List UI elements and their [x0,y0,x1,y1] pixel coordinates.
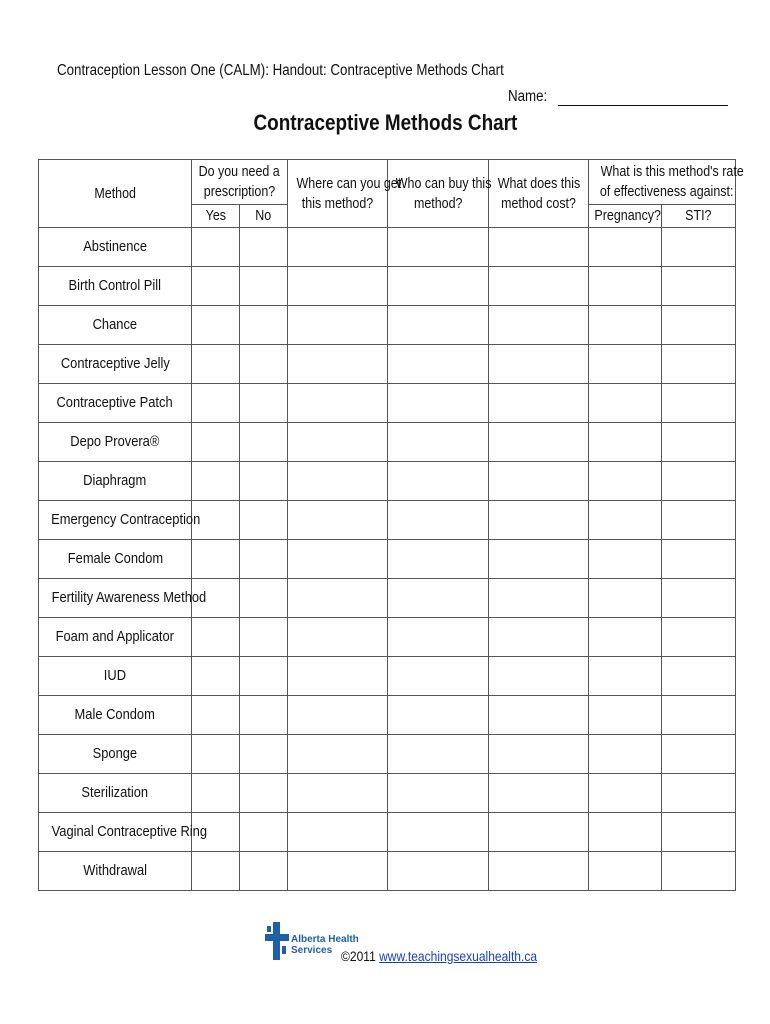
sti-rate-cell[interactable] [662,384,736,423]
prescription-yes-cell[interactable] [192,423,240,462]
prescription-yes-cell[interactable] [192,462,240,501]
method-name-cell: Male Condom [39,696,192,735]
method-name-cell: IUD [39,657,192,696]
prescription-no-cell[interactable] [240,657,288,696]
column-header-prescription: Do you need a prescription? [192,160,288,205]
who-cell[interactable] [388,579,489,618]
where-cell[interactable] [288,579,388,618]
name-blank-line[interactable] [558,89,728,106]
prescription-no-cell[interactable] [240,462,288,501]
pregnancy-rate-cell[interactable] [589,579,662,618]
method-name-cell: Sponge [39,735,192,774]
prescription-no-cell[interactable] [240,696,288,735]
sti-rate-cell[interactable] [662,345,736,384]
cost-cell[interactable] [489,540,589,579]
sti-rate-cell[interactable] [662,267,736,306]
who-cell[interactable] [388,696,489,735]
cost-cell[interactable] [489,345,589,384]
where-cell[interactable] [288,657,388,696]
website-link[interactable]: www.teachingsexualhealth.ca [379,948,538,964]
pregnancy-rate-cell[interactable] [589,735,662,774]
method-rows [39,228,736,891]
column-header-no: No [240,205,288,228]
prescription-yes-cell[interactable] [192,306,240,345]
table-row [39,384,736,423]
table-row [39,345,736,384]
table-row [39,618,736,657]
pregnancy-rate-cell[interactable] [589,813,662,852]
prescription-no-cell[interactable] [240,423,288,462]
pregnancy-rate-cell[interactable] [589,696,662,735]
method-name-cell: Chance [39,306,192,345]
cost-cell[interactable] [489,657,589,696]
page-title: Contraceptive Methods Chart [253,110,517,135]
who-cell[interactable] [388,852,489,891]
column-header-method: Method [39,160,192,228]
sti-rate-cell[interactable] [662,852,736,891]
table-row [39,813,736,852]
pregnancy-rate-cell[interactable] [589,384,662,423]
who-cell[interactable] [388,618,489,657]
table-row [39,540,736,579]
pregnancy-rate-cell[interactable] [589,423,662,462]
sti-rate-cell[interactable] [662,306,736,345]
prescription-yes-cell[interactable] [192,540,240,579]
where-cell[interactable] [288,540,388,579]
table-row [39,306,736,345]
who-cell[interactable] [388,423,489,462]
cost-cell[interactable] [489,579,589,618]
table-row [39,774,736,813]
cost-cell[interactable] [489,462,589,501]
where-cell[interactable] [288,462,388,501]
where-cell[interactable] [288,735,388,774]
sti-rate-cell[interactable] [662,657,736,696]
who-cell[interactable] [388,462,489,501]
method-name-cell: Depo Provera® [39,423,192,462]
prescription-yes-cell[interactable] [192,384,240,423]
pregnancy-rate-cell[interactable] [589,306,662,345]
where-cell[interactable] [288,306,388,345]
organization-name: Alberta Health Services [291,934,359,956]
document-subtitle: Contraception Lesson One (CALM): Handout: Contraceptive Methods Chart [57,62,504,79]
method-name-cell: Emergency Contraception [39,501,192,540]
alberta-health-services-logo-icon [265,922,289,960]
prescription-no-cell[interactable] [240,228,288,267]
table-row [39,735,736,774]
who-cell[interactable] [388,735,489,774]
method-name-cell: Vaginal Contraceptive Ring [39,813,192,852]
table-row [39,657,736,696]
cost-cell[interactable] [489,501,589,540]
prescription-yes-cell[interactable] [192,228,240,267]
sti-rate-cell[interactable] [662,540,736,579]
sti-rate-cell[interactable] [662,228,736,267]
column-header-who: Who can buy this method? [388,160,489,228]
table-row [39,228,736,267]
prescription-no-cell[interactable] [240,501,288,540]
cost-cell[interactable] [489,696,589,735]
method-name-cell: Withdrawal [39,852,192,891]
prescription-no-cell[interactable] [240,540,288,579]
who-cell[interactable] [388,306,489,345]
table-row [39,501,736,540]
footer [265,920,538,970]
cost-cell[interactable] [489,618,589,657]
pregnancy-rate-cell[interactable] [589,540,662,579]
column-header-where: Where can you get this method? [288,160,388,228]
where-cell[interactable] [288,618,388,657]
cost-cell[interactable] [489,735,589,774]
where-cell[interactable] [288,813,388,852]
prescription-no-cell[interactable] [240,306,288,345]
cost-cell[interactable] [489,267,589,306]
who-cell[interactable] [388,540,489,579]
who-cell[interactable] [388,345,489,384]
copyright-line [341,948,569,964]
column-header-pregnancy: Pregnancy? [589,205,662,228]
who-cell[interactable] [388,384,489,423]
column-header-effectiveness: What is this method's rate of effectiveness against: [589,160,736,205]
sti-rate-cell[interactable] [662,618,736,657]
name-field[interactable] [508,88,728,106]
table-row [39,579,736,618]
pregnancy-rate-cell[interactable] [589,774,662,813]
prescription-no-cell[interactable] [240,618,288,657]
table-row [39,462,736,501]
sti-rate-cell[interactable] [662,423,736,462]
pregnancy-rate-cell[interactable] [589,267,662,306]
prescription-no-cell[interactable] [240,852,288,891]
prescription-no-cell[interactable] [240,735,288,774]
sti-rate-cell[interactable] [662,696,736,735]
method-name-cell: Fertility Awareness Method [39,579,192,618]
pregnancy-rate-cell[interactable] [589,618,662,657]
table-row [39,423,736,462]
who-cell[interactable] [388,501,489,540]
pregnancy-rate-cell[interactable] [589,228,662,267]
where-cell[interactable] [288,501,388,540]
who-cell[interactable] [388,813,489,852]
prescription-yes-cell[interactable] [192,735,240,774]
who-cell[interactable] [388,267,489,306]
method-name-cell: Abstinence [39,228,192,267]
prescription-no-cell[interactable] [240,384,288,423]
method-name-cell: Female Condom [39,540,192,579]
pregnancy-rate-cell[interactable] [589,345,662,384]
table-row [39,267,736,306]
cost-cell[interactable] [489,228,589,267]
sti-rate-cell[interactable] [662,579,736,618]
sti-rate-cell[interactable] [662,462,736,501]
method-name-cell: Foam and Applicator [39,618,192,657]
prescription-yes-cell[interactable] [192,852,240,891]
prescription-yes-cell[interactable] [192,345,240,384]
cost-cell[interactable] [489,423,589,462]
who-cell[interactable] [388,774,489,813]
contraceptive-methods-table [38,159,744,891]
where-cell[interactable] [288,774,388,813]
pregnancy-rate-cell[interactable] [589,657,662,696]
cost-cell[interactable] [489,852,589,891]
sti-rate-cell[interactable] [662,735,736,774]
prescription-yes-cell[interactable] [192,618,240,657]
method-name-cell: Sterilization [39,774,192,813]
where-cell[interactable] [288,345,388,384]
prescription-no-cell[interactable] [240,267,288,306]
column-header-yes: Yes [192,205,240,228]
prescription-yes-cell[interactable] [192,267,240,306]
cost-cell[interactable] [489,774,589,813]
sti-rate-cell[interactable] [662,501,736,540]
where-cell[interactable] [288,228,388,267]
prescription-no-cell[interactable] [240,813,288,852]
pregnancy-rate-cell[interactable] [589,501,662,540]
prescription-yes-cell[interactable] [192,657,240,696]
pregnancy-rate-cell[interactable] [589,852,662,891]
cost-cell[interactable] [489,306,589,345]
method-name-cell: Contraceptive Patch [39,384,192,423]
prescription-no-cell[interactable] [240,579,288,618]
prescription-no-cell[interactable] [240,345,288,384]
sti-rate-cell[interactable] [662,813,736,852]
method-name-cell: Birth Control Pill [39,267,192,306]
pregnancy-rate-cell[interactable] [589,462,662,501]
where-cell[interactable] [288,267,388,306]
method-name-cell: Diaphragm [39,462,192,501]
cost-cell[interactable] [489,813,589,852]
column-header-sti: STI? [662,205,736,228]
where-cell[interactable] [288,423,388,462]
prescription-yes-cell[interactable] [192,774,240,813]
name-label: Name: [508,88,548,105]
who-cell[interactable] [388,657,489,696]
cost-cell[interactable] [489,384,589,423]
copyright-text: ©2011 [341,948,376,964]
column-header-cost: What does this method cost? [489,160,589,228]
table-row [39,852,736,891]
method-name-cell: Contraceptive Jelly [39,345,192,384]
prescription-no-cell[interactable] [240,774,288,813]
prescription-yes-cell[interactable] [192,696,240,735]
where-cell[interactable] [288,696,388,735]
where-cell[interactable] [288,384,388,423]
who-cell[interactable] [388,228,489,267]
table-row [39,696,736,735]
where-cell[interactable] [288,852,388,891]
sti-rate-cell[interactable] [662,774,736,813]
